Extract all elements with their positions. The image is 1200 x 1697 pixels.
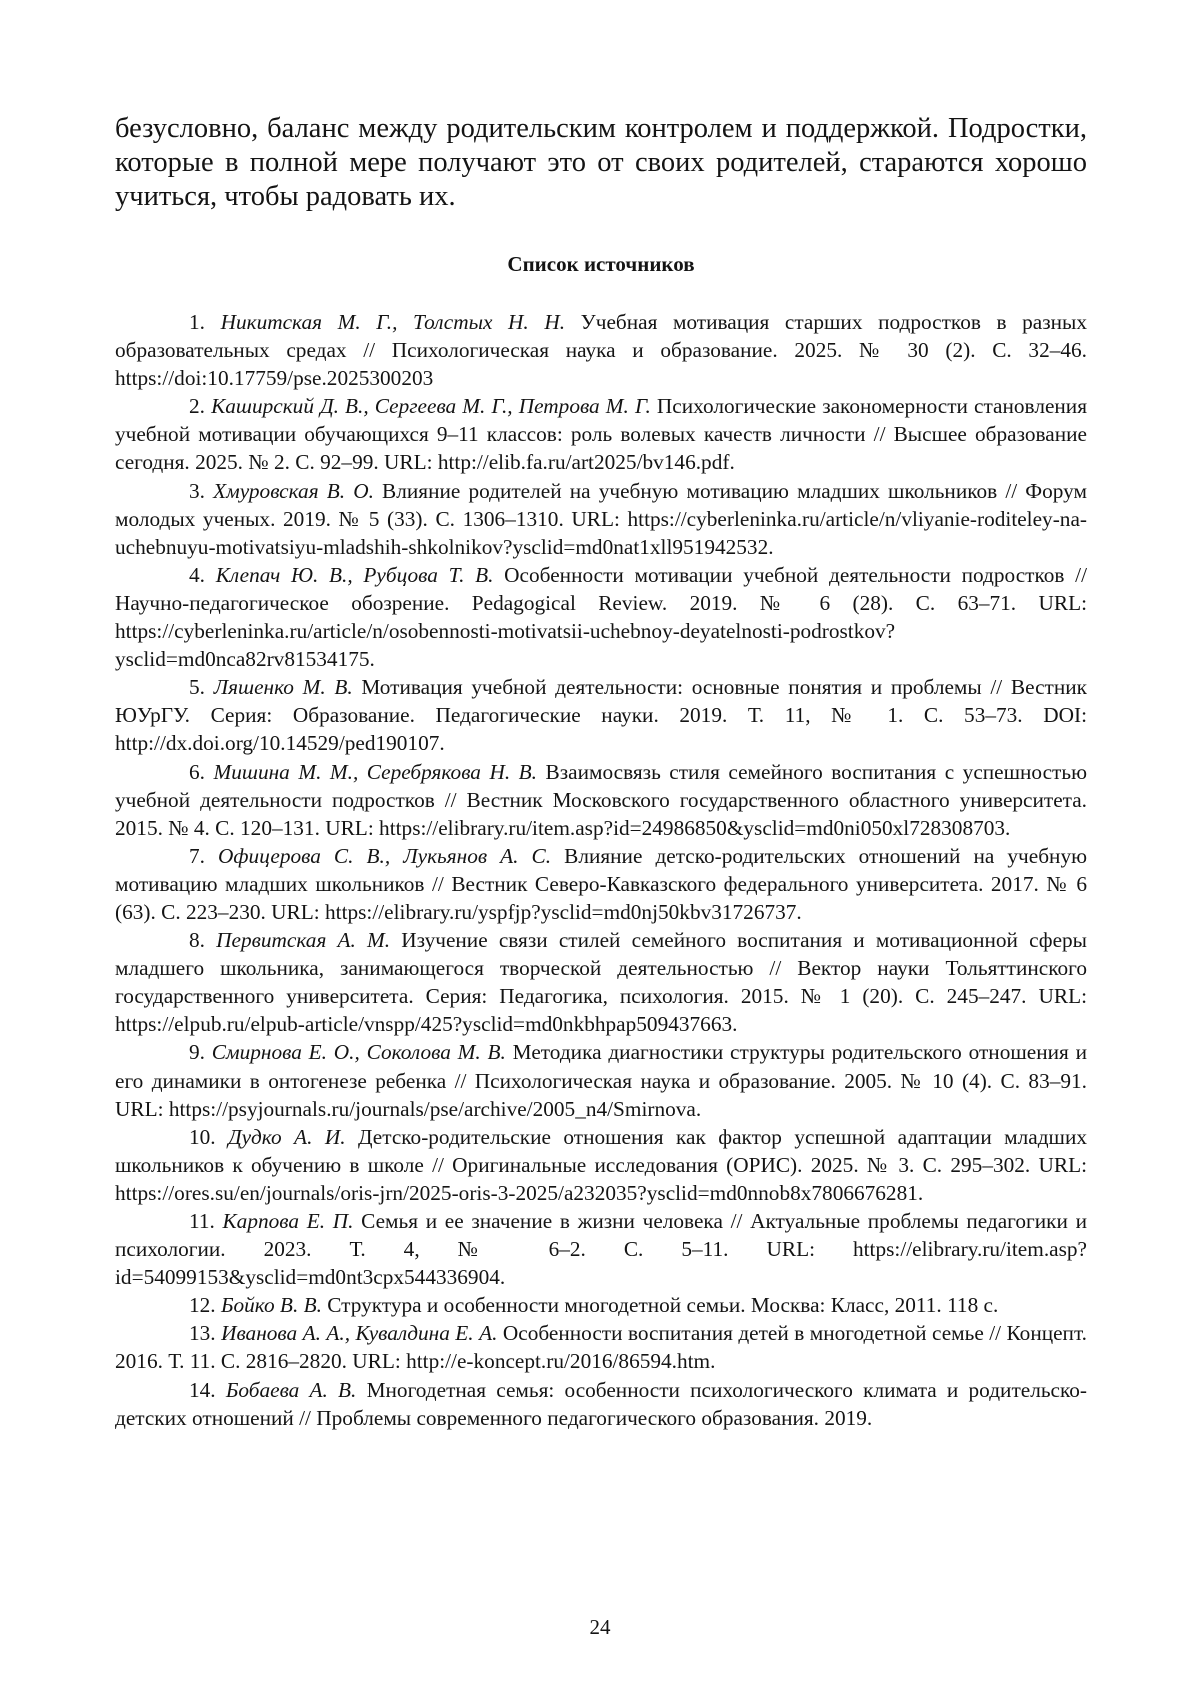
reference-item — [115, 392, 1087, 476]
reference-number: 4. — [189, 562, 205, 587]
reference-number: 2. — [189, 394, 205, 419]
reference-authors: Офицерова С. В., Лукьянов А. С. — [218, 843, 552, 868]
reference-number: 1. — [189, 310, 205, 334]
reference-text: Психологические закономерности становления учебной мотивации обучающихся 9–11 классов: роль волевых качеств личности // Высшее образование сегодня. 2025. № 2. С. 92–99. URL: http://elib.fa.ru/art2025/bv146.pdf. — [115, 394, 1087, 475]
reference-number: 7. — [189, 843, 205, 868]
reference-item — [115, 842, 1087, 926]
reference-item — [115, 308, 1087, 392]
reference-item — [115, 1038, 1087, 1122]
reference-number: 8. — [189, 928, 205, 953]
reference-item — [115, 477, 1087, 561]
reference-item — [115, 1207, 1087, 1291]
reference-item — [115, 1376, 1087, 1432]
reference-authors: Бобаева А. В. — [225, 1377, 357, 1402]
reference-text: Влияние детско-родительских отношений на учебную мотивацию младших школьников // Вестник Северо-Кавказского федерального университета. 2017. № 6 (63). С. 223–230. URL: https://elibrary.ru/yspfjp?ysclid=md0nj50kbv31726737. — [115, 843, 1087, 924]
reference-number: 9. — [189, 1040, 205, 1065]
reference-authors: Каширский Д. В., Сергеева М. Г., Петрова М. Г. — [211, 394, 651, 419]
reference-text: Многодетная семья: особенности психологического климата и родительско-детских отношений // Проблемы современного педагогического образования. 2019. — [115, 1377, 1087, 1430]
reference-text: Структура и особенности многодетной семьи. Москва: Класс, 2011. 118 с. — [321, 1293, 999, 1318]
reference-text: Особенности воспитания детей в многодетной семье // Концепт. 2016. Т. 11. С. 2816–2820. URL: http://e-koncept.ru/2016/86594.htm. — [115, 1321, 1087, 1374]
reference-number: 13. — [189, 1321, 216, 1346]
reference-text: Мотивация учебной деятельности: основные понятия и проблемы // Вестник ЮУрГУ. Серия: Образование. Педагогические науки. 2019. Т. 11, № 1. С. 53–73. DOI: http://dx.doi.org/10.14529/ped190107. — [115, 675, 1088, 756]
reference-text: Изучение связи стилей семейного воспитания и мотивационной сферы младшего школьника, занимающегося творческой деятельностью // Вектор науки Тольяттинского государственного университета. Серия: Педагогика, психология. 2015. № 1 (20). С. 245–247. URL: https://elpub.ru/elpub-article/vnspp/425?ysclid=md0nkbhpap509437663. — [115, 928, 1087, 1037]
reference-item — [115, 926, 1087, 1038]
reference-number: 3. — [189, 478, 205, 503]
reference-text: Методика диагностики структуры родительского отношения и его динамики в онтогенезе ребенка // Психологическая наука и образование. 2005. № 10 (4). С. 83–91. URL: https://psyjournals.ru/journals/pse/archive/2005_n4/Smirnova. — [115, 1040, 1087, 1121]
intro-paragraph: безусловно, баланс между родительским контролем и поддержкой. Подростки, которые в полной мере получают это от своих родителей, стараются хорошо учиться, чтобы радовать их. — [115, 113, 1087, 212]
reference-text: Взаимосвязь стиля семейного воспитания с успешностью учебной деятельности подростков // Вестник Московского государственного областного университета. 2015. № 4. С. 120–131. URL: https://elibrary.ru/item.asp?id=24986850&ysclid=md0ni050xl728308703. — [115, 759, 1087, 840]
references-heading: Список источников — [507, 252, 695, 276]
reference-authors: Мишина М. М., Серебрякова Н. В. — [213, 759, 537, 784]
reference-item — [115, 673, 1087, 757]
reference-text: Детско-родительские отношения как фактор успешной адаптации младших школьников к обучению в школе // Оригинальные исследования (ОРИС). 2025. № 3. С. 295–302. URL: https://ores.su/en/journals/oris-jrn/2025-oris-3-2025/a232035?ysclid=md0nnob8x7806676281. — [115, 1124, 1088, 1205]
reference-item — [115, 758, 1087, 842]
reference-text: Влияние родителей на учебную мотивацию младших школьников // Форум молодых ученых. 2019. № 5 (33). С. 1306–1310. URL: https://cyberleninka.ru/article/n/vliyanie-roditeley-na-uchebnuyu-motivatsiyu-mladshih-shkolnikov?ysclid=md0nat1xll951942532. — [115, 478, 1087, 559]
reference-item — [115, 561, 1087, 673]
reference-authors: Карпова Е. П. — [222, 1209, 354, 1233]
reference-number: 12. — [189, 1293, 216, 1318]
reference-authors: Иванова А. А., Кувалдина Е. А. — [221, 1321, 498, 1346]
reference-authors: Первитская А. М. — [216, 928, 391, 953]
reference-number: 11. — [189, 1209, 215, 1233]
reference-authors: Смирнова Е. О., Соколова М. В. — [211, 1040, 506, 1065]
page-number: 24 — [589, 1615, 611, 1639]
reference-number: 14. — [189, 1377, 216, 1402]
reference-authors: Дудко А. И. — [228, 1124, 346, 1149]
reference-number: 10. — [189, 1124, 216, 1149]
reference-item — [115, 1123, 1087, 1207]
reference-authors: Хмуровская В. О. — [213, 478, 374, 503]
reference-authors: Клепач Ю. В., Рубцова Т. В. — [215, 562, 494, 587]
reference-text: Учебная мотивация старших подростков в разных образовательных средах // Психологическая наука и образование. 2025. № 30 (2). С. 32–46. https://doi:10.17759/pse.2025300203 — [115, 310, 1087, 391]
reference-number: 6. — [189, 759, 205, 784]
reference-authors: Бойко В. В. — [220, 1293, 322, 1318]
references-list — [115, 308, 1087, 1432]
reference-text: Семья и ее значение в жизни человека // Актуальные проблемы педагогики и психологии. 2023. Т. 4, № 6–2. С. 5–11. URL: https://elibrary.ru/item.asp?id=54099153&ysclid=md0nt3cpx544336904. — [115, 1209, 1087, 1290]
reference-text: Особенности мотивации учебной деятельности подростков // Научно-педагогическое обозрение. Pedagogical Review. 2019. № 6 (28). С. 63–71. URL: https://cyberleninka.ru/article/n/osobennosti-motivatsii-uchebnoy-deyatelnosti-podrostkov?ysclid=md0nca82rv81534175. — [115, 562, 1088, 672]
reference-authors: Никитская М. Г., Толстых Н. Н. — [220, 310, 566, 334]
page-body — [115, 112, 1087, 1432]
reference-item — [115, 1319, 1087, 1375]
reference-number: 5. — [189, 675, 205, 700]
reference-authors: Ляшенко М. В. — [213, 675, 353, 700]
reference-item — [115, 1291, 1087, 1319]
